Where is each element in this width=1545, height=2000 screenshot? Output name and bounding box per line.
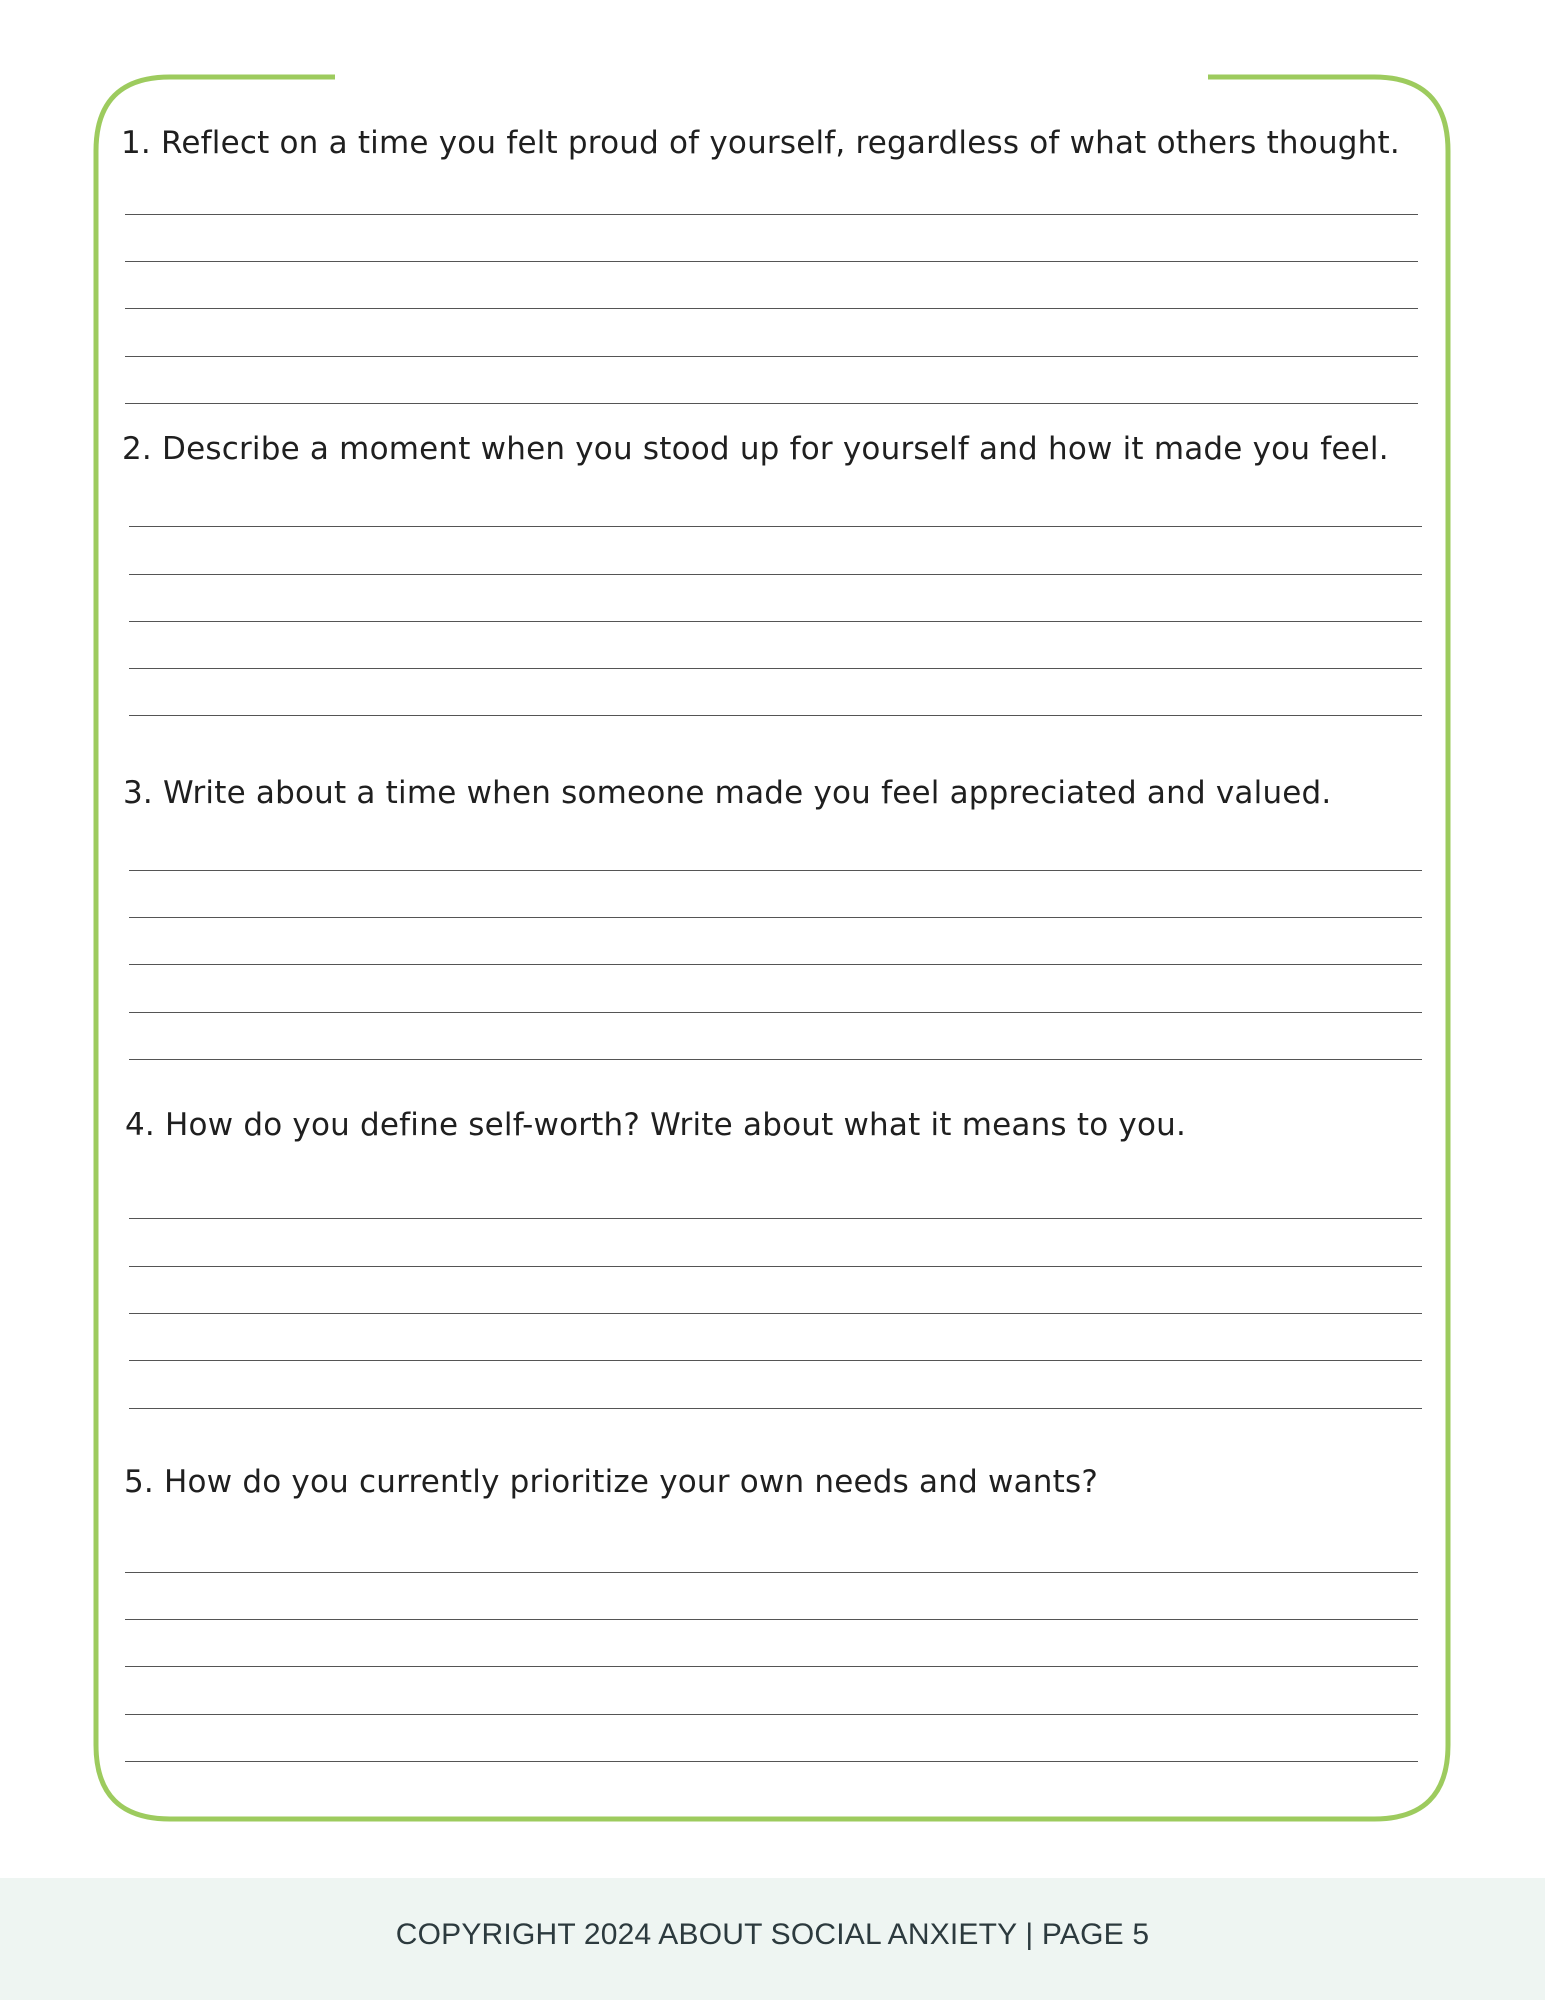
question-2: 2. Describe a moment when you stood up for yourself and how it made you feel. — [122, 431, 1389, 467]
answer-line[interactable] — [129, 574, 1422, 575]
answer-line[interactable] — [129, 1012, 1422, 1013]
answer-line[interactable] — [129, 526, 1422, 527]
answer-line[interactable] — [125, 308, 1418, 309]
question-3: 3. Write about a time when someone made you feel appreciated and valued. — [123, 775, 1332, 811]
answer-line[interactable] — [125, 356, 1418, 357]
answer-line[interactable] — [125, 1572, 1418, 1573]
answer-line[interactable] — [125, 1714, 1418, 1715]
answer-line[interactable] — [125, 261, 1418, 262]
answer-line[interactable] — [129, 1408, 1422, 1409]
answer-line[interactable] — [129, 715, 1422, 716]
answer-line[interactable] — [129, 917, 1422, 918]
answer-line[interactable] — [125, 214, 1418, 215]
answer-line[interactable] — [125, 403, 1418, 404]
answer-line[interactable] — [129, 870, 1422, 871]
answer-line[interactable] — [129, 1313, 1422, 1314]
frame-border — [96, 77, 1448, 1819]
question-4: 4. How do you define self-worth? Write about what it means to you. — [125, 1107, 1187, 1143]
answer-line[interactable] — [129, 668, 1422, 669]
answer-line[interactable] — [125, 1761, 1418, 1762]
answer-line[interactable] — [129, 1360, 1422, 1361]
answer-line[interactable] — [129, 621, 1422, 622]
question-1: 1. Reflect on a time you felt proud of yourself, regardless of what others thought. — [121, 125, 1400, 161]
answer-line[interactable] — [125, 1619, 1418, 1620]
answer-line[interactable] — [129, 1266, 1422, 1267]
answer-line[interactable] — [129, 964, 1422, 965]
question-5: 5. How do you currently prioritize your own needs and wants? — [124, 1464, 1098, 1500]
answer-line[interactable] — [125, 1666, 1418, 1667]
footer-copyright: COPYRIGHT 2024 ABOUT SOCIAL ANXIETY | PAGE 5 — [395, 1918, 1150, 1951]
page-footer — [0, 1878, 1545, 2000]
answer-line[interactable] — [129, 1059, 1422, 1060]
answer-line[interactable] — [129, 1218, 1422, 1219]
